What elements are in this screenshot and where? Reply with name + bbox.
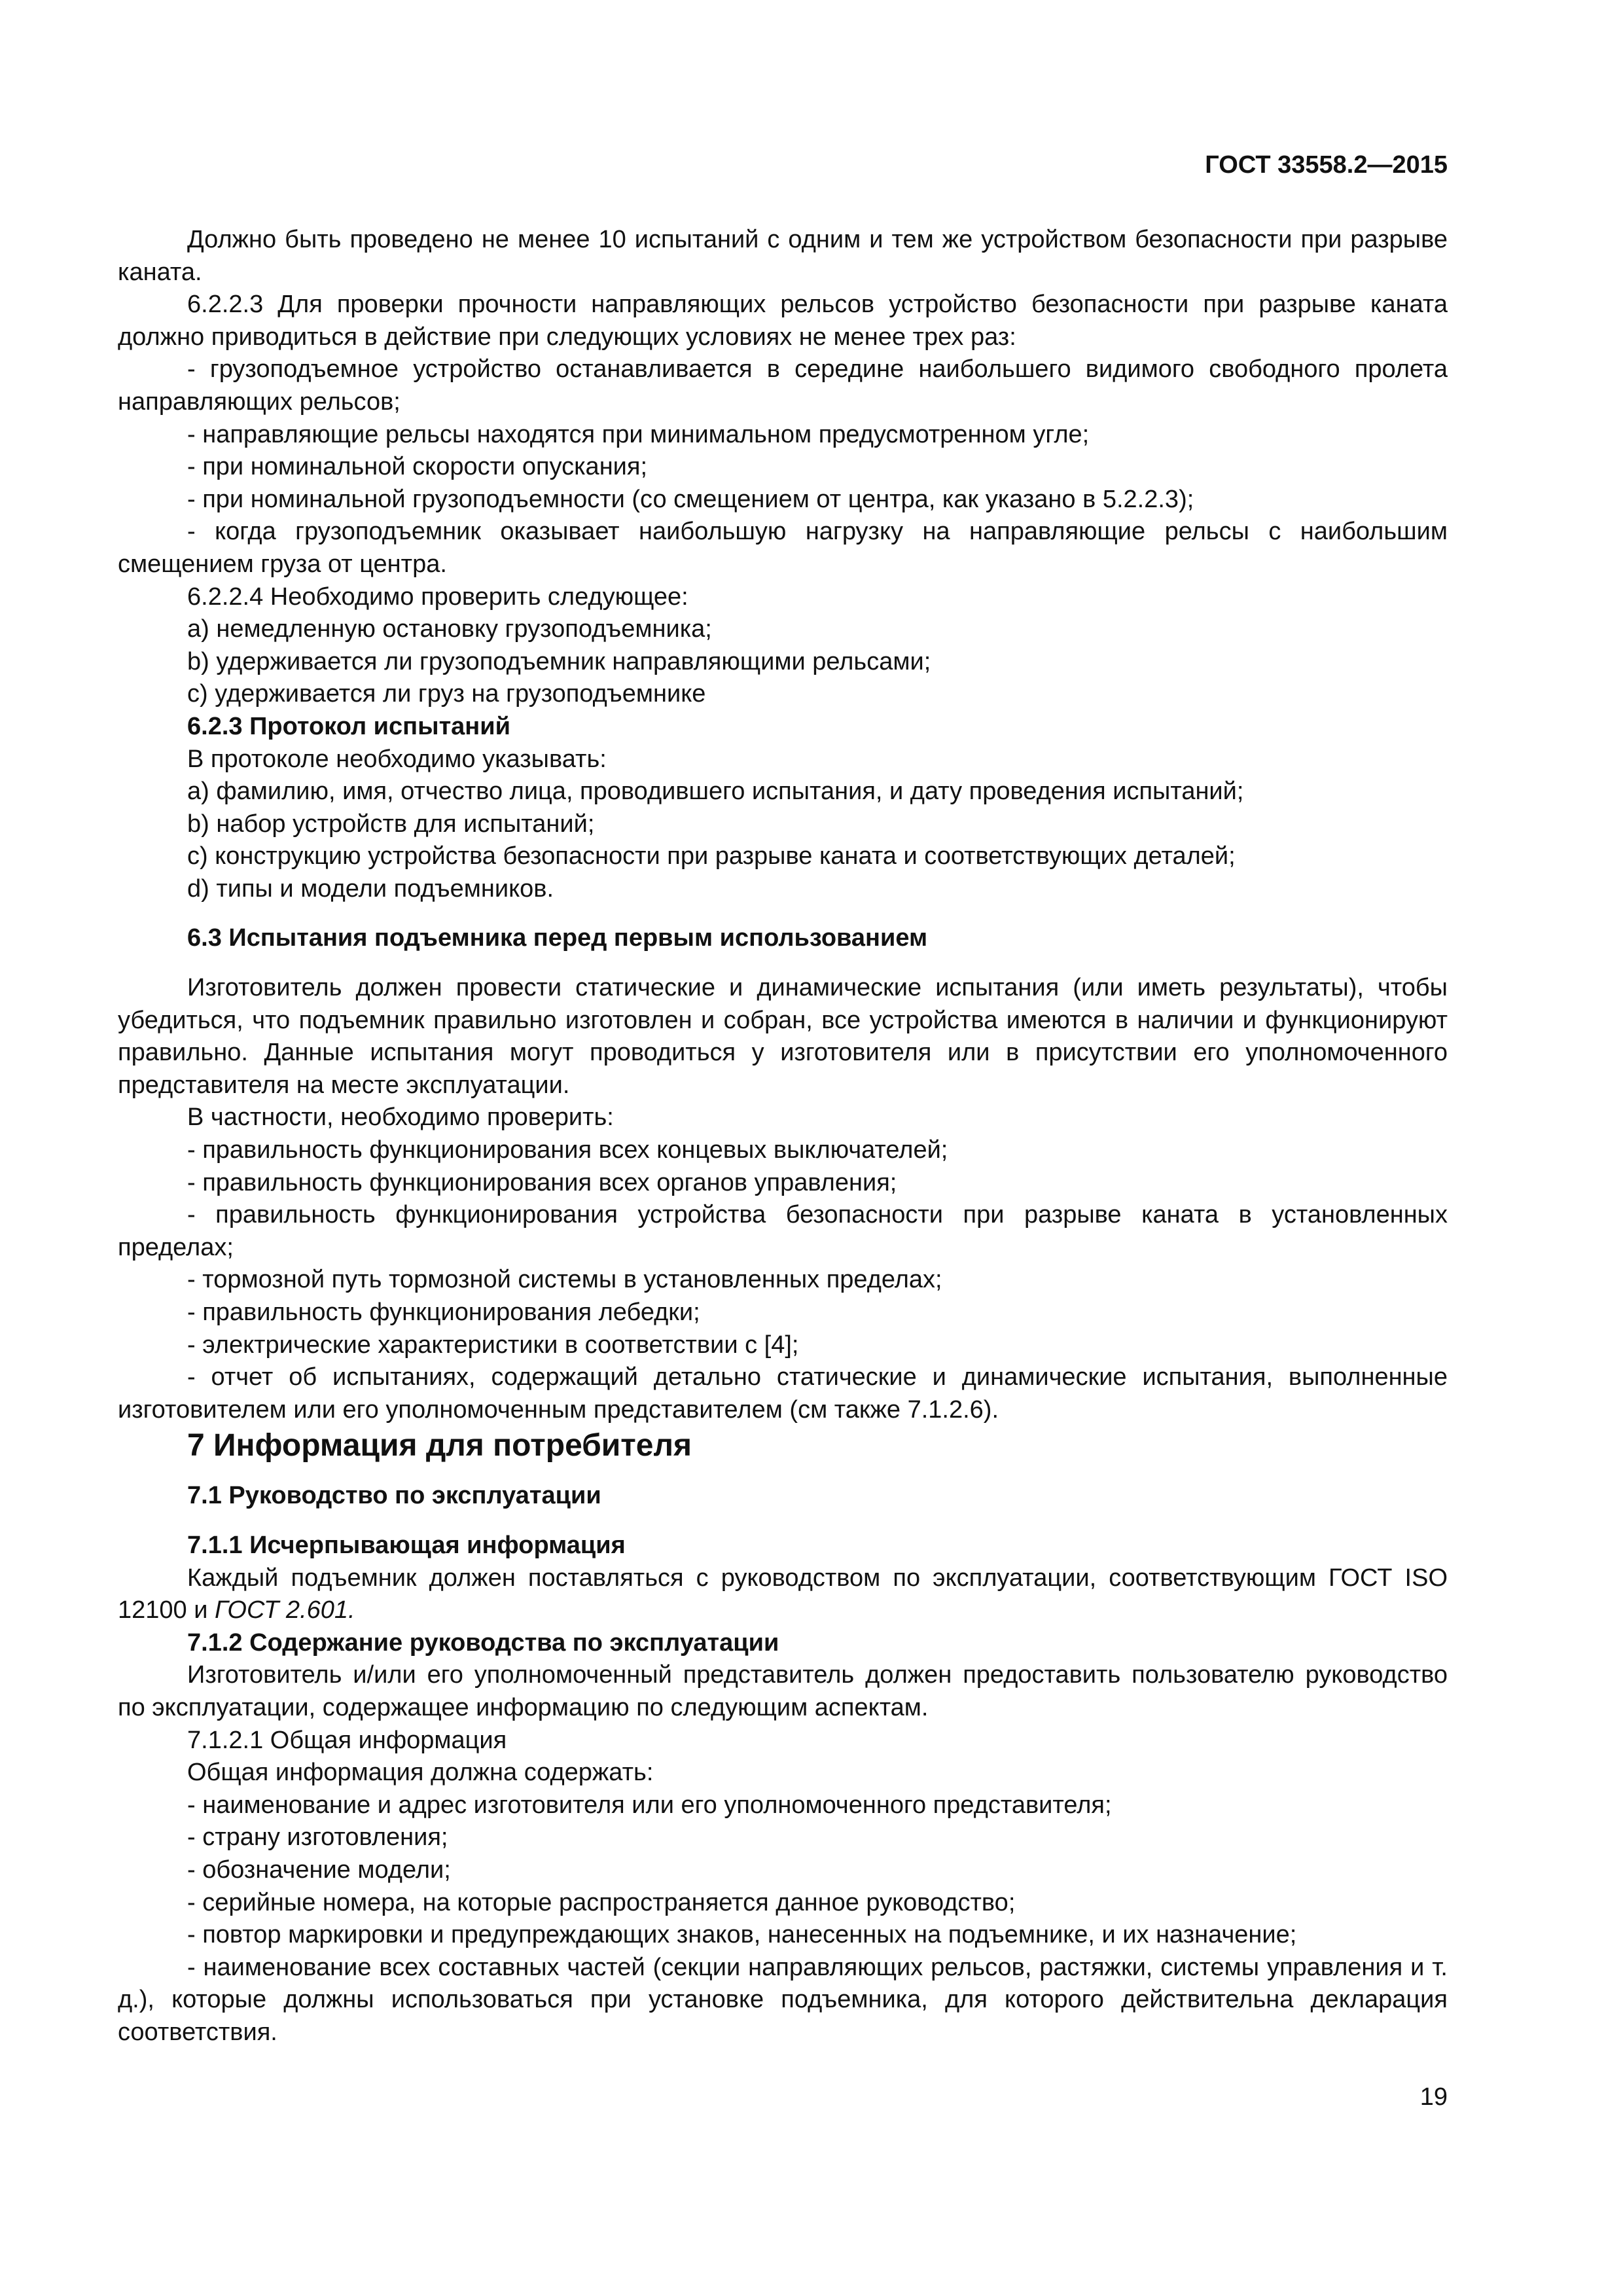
paragraph-text: Каждый подъемник должен поставляться с руководством по эксплуатации, соответствующим ГОСТ ISO 12100 и [118,1564,1448,1624]
list-item: d) типы и модели подъемников. [187,874,554,903]
paragraph: Изготовитель и/или его уполномоченный представитель должен предоставить пользователю руководство по эксплуатации, содержащее информацию по следующим аспектам. [118,1661,1448,1721]
section-heading-6-2-3: 6.2.3 Протокол испытаний [187,712,510,740]
paragraph: Должно быть проведено не менее 10 испытаний с одним и тем же устройством безопасности при разрыве каната. [118,226,1448,286]
list-item: - наименование всех составных частей (секции направляющих рельсов, растяжки, системы управления и т. д.), которые должны использоваться при установке подъемника, для которого действительна декларация соответствия. [118,1953,1448,2046]
section-heading-7-1: 7.1 Руководство по эксплуатации [187,1482,601,1510]
list-item: - серийные номера, на которые распространяется данное руководство; [187,1888,1016,1916]
document-code-header: ГОСТ 33558.2—2015 [1205,151,1448,179]
list-item: b) набор устройств для испытаний; [187,810,595,838]
paragraph: Общая информация должна содержать: [187,1759,654,1787]
list-item: - когда грузоподъемник оказывает наибольшую нагрузку на направляющие рельсы с наибольшим смещением груза от центра. [118,518,1448,578]
list-item: - грузоподъемное устройство останавливается в середине наибольшего видимого свободного пролета направляющих рельсов; [118,355,1448,416]
list-item: - при номинальной грузоподъемности (со смещением от центра, как указано в 5.2.2.3); [187,485,1194,513]
list-item: - направляющие рельсы находятся при минимальном предусмотренном угле; [187,420,1090,448]
section-heading-6-3: 6.3 Испытания подъемника перед первым использованием [187,924,928,952]
clause-7-1-2-1: 7.1.2.1 Общая информация [187,1726,507,1754]
list-item: - страну изготовления; [187,1823,448,1852]
paragraph: В частности, необходимо проверить: [187,1103,614,1132]
list-item: - наименование и адрес изготовителя или его уполномоченного представителя; [187,1791,1112,1819]
list-item: - правильность функционирования лебедки; [187,1299,700,1326]
list-item: c) удерживается ли груз на грузоподъемнике [187,680,706,708]
page-number: 19 [1419,2083,1448,2111]
list-item: - обозначение модели; [187,1856,451,1884]
list-item: - правильность функционирования всех органов управления; [187,1168,897,1196]
list-item: - тормозной путь тормозной системы в установленных пределах; [187,1266,942,1294]
paragraph: Изготовитель должен провести статические и динамические испытания (или иметь результаты), чтобы убедиться, что подъемник правильно изготовлен и собран, все устройства имеются в наличии и функционируют правильно. Данные испытания могут проводиться у изготовителя или в присутствии его уполномоченного представителя на месте эксплуатации. [118,974,1448,1099]
list-item: - повтор маркировки и предупреждающих знаков, нанесенных на подъемнике, и их назначение; [187,1921,1297,1949]
section-heading-7-1-2: 7.1.2 Содержание руководства по эксплуатации [187,1628,779,1657]
list-item: - электрические характеристики в соответствии с [4]; [187,1331,799,1359]
list-item: b) удерживается ли грузоподъемник направляющими рельсами; [187,647,931,675]
document-body [118,224,1448,2049]
list-item: - отчет об испытаниях, содержащий детально статические и динамические испытания, выполненные изготовителем или его уполномоченным представителем (см также 7.1.2.6). [118,1363,1448,1424]
standard-reference: ГОСТ 2.601. [215,1596,355,1624]
list-item: a) немедленную остановку грузоподъемника; [187,615,712,643]
list-item: - правильность функционирования устройства безопасности при разрыве каната в установленных пределах; [118,1201,1448,1261]
paragraph: В протоколе необходимо указывать: [187,745,607,773]
list-item: - при номинальной скорости опускания; [187,453,648,481]
clause-6-2-2-3: 6.2.2.3 Для проверки прочности направляющих рельсов устройство безопасности при разрыве каната должно приводиться в действие при следующих условиях не менее трех раз: [118,291,1448,351]
clause-6-2-2-4: 6.2.2.4 Необходимо проверить следующее: [187,583,688,611]
paragraph [118,1562,1448,1627]
list-item: c) конструкцию устройства безопасности при разрыве каната и соответствующих деталей; [187,842,1236,870]
list-item: - правильность функционирования всех концевых выключателей; [187,1136,948,1164]
section-heading-7-1-1: 7.1.1 Исчерпывающая информация [187,1531,626,1559]
chapter-heading-7: 7 Информация для потребителя [187,1428,692,1463]
list-item: a) фамилию, имя, отчество лица, проводившего испытания, и дату проведения испытаний; [187,778,1244,806]
